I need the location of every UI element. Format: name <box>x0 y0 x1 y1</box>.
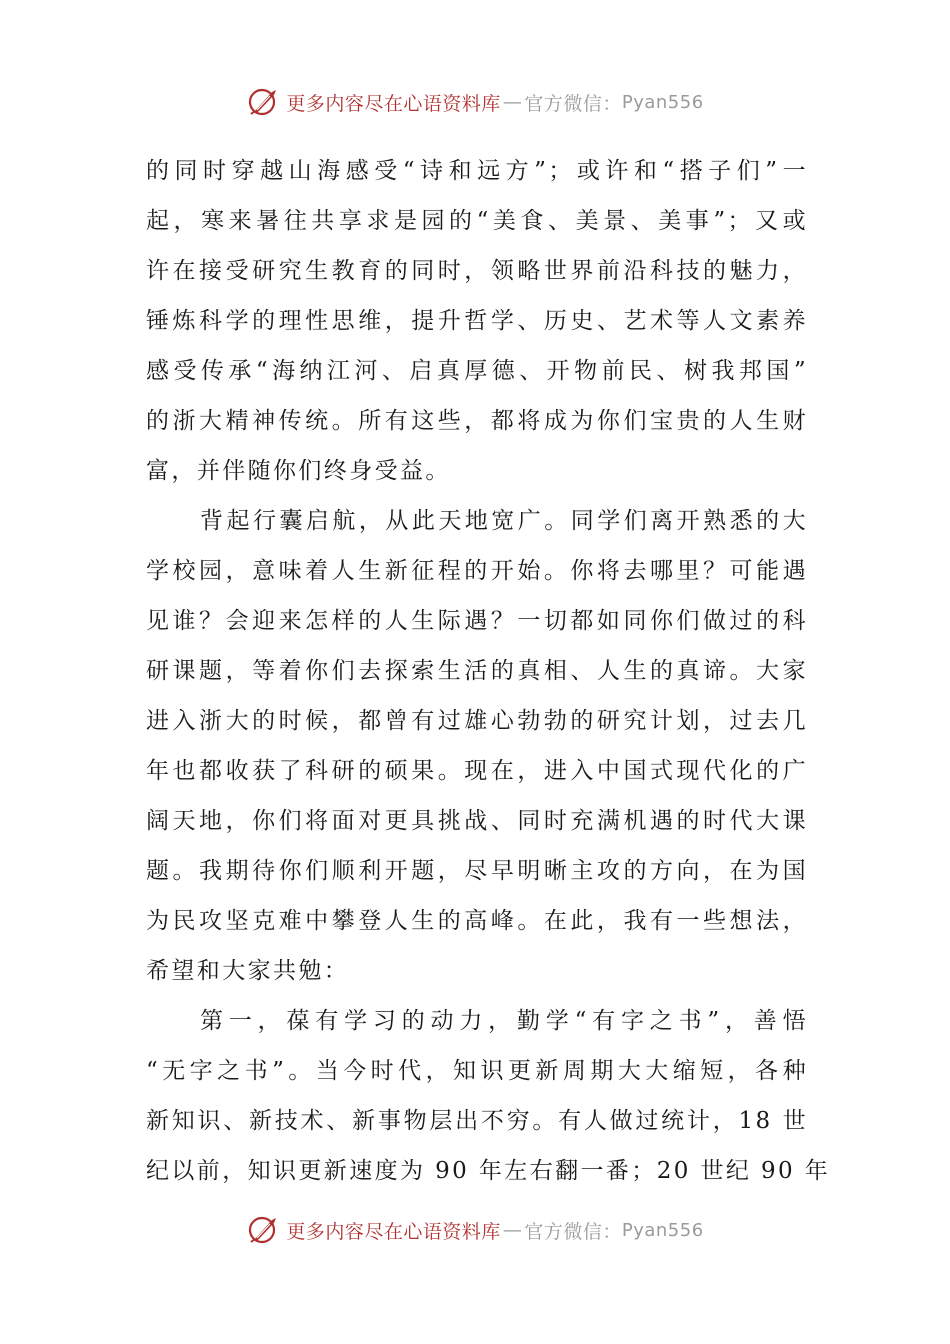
banner-wechat-id: Pyan556 <box>621 91 704 113</box>
body-line: 年也都收获了科研的硕果。现在，进入中国式现代化的广 <box>146 758 808 784</box>
banner-main-text: 更多内容尽在心语资料库 <box>286 1220 501 1243</box>
body-line: 感受传承“海纳江河、启真厚德、开物前民、树我邦国” <box>146 358 808 384</box>
body-line: 学校园，意味着人生新征程的开始。你将去哪里？可能遇 <box>146 558 808 584</box>
banner-wechat-label: 官方微信： <box>524 92 622 115</box>
banner-wechat-label: 官方微信： <box>524 1220 622 1243</box>
footer-watermark-banner <box>0 1208 950 1252</box>
body-line: “无字之书”。当今时代，知识更新周期大大缩短，各种 <box>146 1058 808 1084</box>
body-line: 阔天地，你们将面对更具挑战、同时充满机遇的时代大课 <box>146 808 808 834</box>
body-line: 锤炼科学的理性思维，提升哲学、历史、艺术等人文素养 <box>146 308 808 334</box>
body-line: 题。我期待你们顺利开题，尽早明晰主攻的方向，在为国 <box>146 858 808 884</box>
body-line: 的浙大精神传统。所有这些，都将成为你们宝贵的人生财 <box>146 408 808 434</box>
body-line: 起，寒来暑往共享求是园的“美食、美景、美事”；又或 <box>146 208 808 234</box>
body-line: 研课题，等着你们去探索生活的真相、人生的真谛。大家 <box>146 658 808 684</box>
body-line: 纪以前，知识更新速度为 90 年左右翻一番；20 世纪 90 年 <box>146 1158 831 1184</box>
body-line: 富，并伴随你们终身受益。 <box>146 458 451 484</box>
body-line: 见谁？会迎来怎样的人生际遇？一切都如同你们做过的科 <box>146 608 808 634</box>
body-line: 希望和大家共勉： <box>146 958 350 984</box>
body-line: 的同时穿越山海感受“诗和远方”；或许和“搭子们”一 <box>146 158 808 184</box>
paragraph-first-line: 背起行囊启航，从此天地宽广。同学们离开熟悉的大 <box>200 508 808 534</box>
banner-wechat-id: Pyan556 <box>621 1219 704 1241</box>
paragraph-first-line: 第一，葆有学习的动力，勤学“有字之书”，善悟 <box>200 1008 808 1034</box>
document-body <box>146 146 831 1196</box>
quill-pen-icon <box>246 1212 282 1248</box>
body-line: 为民攻坚克难中攀登人生的高峰。在此，我有一些想法， <box>146 908 808 934</box>
banner-separator: — <box>502 1219 523 1241</box>
body-line: 许在接受研究生教育的同时，领略世界前沿科技的魅力， <box>146 258 808 284</box>
body-line: 进入浙大的时候，都曾有过雄心勃勃的研究计划，过去几 <box>146 708 808 734</box>
banner-main-text: 更多内容尽在心语资料库 <box>286 92 501 115</box>
banner-separator: — <box>502 91 523 113</box>
quill-pen-icon <box>246 84 282 120</box>
body-line: 新知识、新技术、新事物层出不穷。有人做过统计，18 世 <box>146 1108 808 1134</box>
header-watermark-banner <box>0 80 950 124</box>
